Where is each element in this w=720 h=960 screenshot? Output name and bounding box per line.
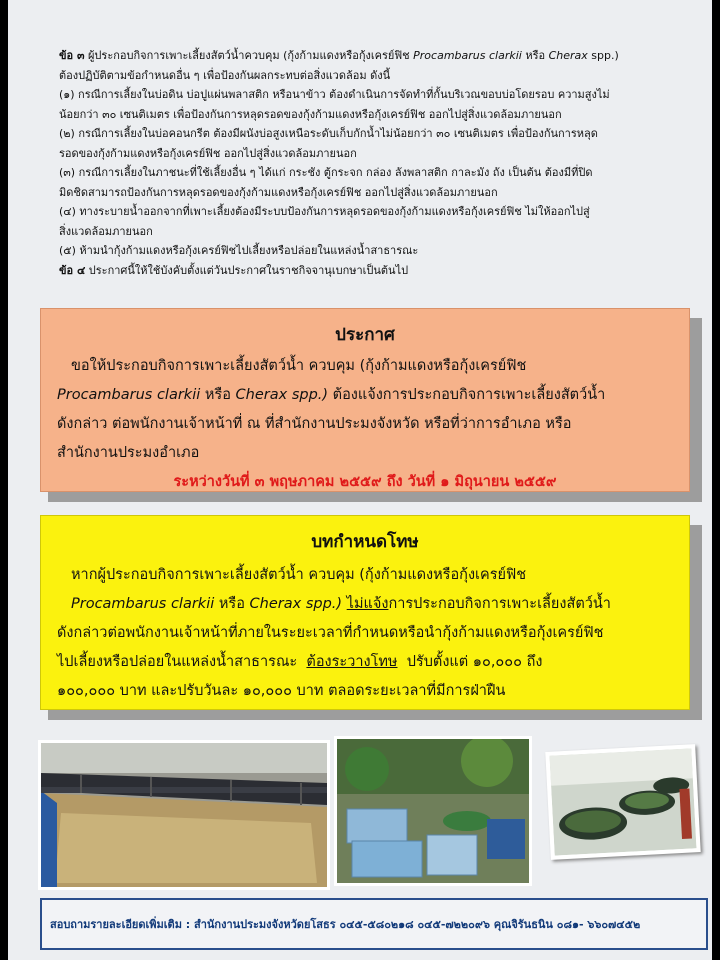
rules-section — [59, 46, 659, 280]
rule-3-spp: spp.) — [591, 49, 619, 62]
rule-4-text: ประกาศนี้ให้ใช้บังคับตั้งแต่วันประกาศในราชกิจจานุเบกษาเป็นต้นไป — [88, 263, 409, 277]
penalty-box — [40, 515, 690, 710]
photo-plastic-boxes — [334, 736, 532, 886]
announcement-title: ประกาศ — [335, 325, 395, 345]
announcement-body — [41, 352, 689, 497]
penalty-line2-rest: การประกอบกิจการเพาะเลี้ยงสัตว์น้ำ — [388, 596, 611, 612]
rule-3 — [59, 46, 659, 66]
item-1-line1: (๑) กรณีการเลี้ยงในบ่อดิน บ่อปูแผ่นพลาสติก หรือนาข้าว ต้องดำเนินการจัดทำที่กั้นบริเวณขอบบ่อโดยรอบ ความสูงไม่ — [59, 88, 610, 101]
penalty-line4-a: ไปเลี้ยงหรือปล่อยในแหล่งน้ำสาธารณะ — [57, 654, 298, 670]
item-5: (๕) ห้ามนำกุ้งก้ามแดงหรือกุ้งเครย์ฟิชไปเลี้ยงหรือปล่อยในแหล่งน้ำสาธารณะ — [59, 244, 419, 257]
penalty-not-notify: ไม่แจ้ง — [346, 596, 389, 612]
contact-footer — [40, 898, 708, 950]
penalty-line1: หากผู้ประกอบกิจการเพาะเลี้ยงสัตว์น้ำ ควบคุม (กุ้งก้ามแดงหรือกุ้งเครย์ฟิช — [71, 567, 527, 583]
plastic-boxes-image — [337, 739, 529, 883]
announcement-sci1: Procambarus clarkii — [57, 387, 201, 403]
photo-round-tanks — [545, 744, 700, 860]
photo-concrete-ponds — [38, 740, 330, 890]
rule-3-sci2: Cherax — [548, 49, 588, 62]
round-tanks-image — [549, 748, 696, 855]
announcement-line2-rest: ต้องแจ้งการประกอบกิจการเพาะเลี้ยงสัตว์น้ำ — [332, 387, 606, 403]
announcement-line4: สำนักงานประมงอำเภอ — [57, 445, 200, 461]
penalty-line3: ดังกล่าวต่อพนักงานเจ้าหน้าที่ภายในระยะเวลาที่กำหนดหรือนำกุ้งก้ามแดงหรือกุ้งเครย์ฟิช — [57, 625, 604, 641]
announcement-line2 — [57, 381, 673, 410]
rule-3-text: ผู้ประกอบกิจการเพาะเลี้ยงสัตว์น้ำควบคุม (กุ้งก้ามแดงหรือกุ้งเครย์ฟิช — [87, 49, 410, 62]
rule-4 — [59, 261, 659, 281]
penalty-sci1: Procambarus clarkii — [71, 596, 215, 612]
item-3-line2: มิดชิดสามารถป้องกันการหลุดรอดของกุ้งก้ามแดงหรือกุ้งเครย์ฟิช ออกไปสู่สิ่งแวดล้อมภายนอก — [59, 185, 498, 199]
announcement-box — [40, 308, 690, 492]
notice-page — [8, 0, 712, 960]
item-4-line1: (๔) ทางระบายน้ำออกจากที่เพาะเลี้ยงต้องมีระบบป้องกันการหลุดรอดของกุ้งก้ามแดงหรือกุ้งเครย์ฟิช ไม่ให้ออกไปสู่ — [59, 205, 590, 218]
penalty-line4-c: ปรับตั้งแต่ ๑๐,๐๐๐ ถึง — [406, 654, 543, 670]
penalty-must-punish: ต้องระวางโทษ — [306, 654, 398, 670]
penalty-title: บทกำหนดโทษ — [311, 532, 419, 552]
item-2-line1: (๒) กรณีการเลี้ยงในบ่อคอนกรีต ต้องมีผนังบ่อสูงเหนือระดับเก็บกักน้ำไม่น้อยกว่า ๓๐ เซนติเมตร เพื่อป้องกันการหลุด — [59, 127, 598, 140]
announcement-period: ระหว่างวันที่ ๓ พฤษภาคม ๒๕๕๙ ถึง วันที่ ๑ มิถุนายน ๒๕๕๙ — [173, 474, 557, 490]
announcement-line3: ดังกล่าว ต่อพนักงานเจ้าหน้าที่ ณ ที่สำนักงานประมงจังหวัด หรือที่ว่าการอำเภอ หรือ — [57, 416, 572, 432]
contact-text: สอบถามรายละเอียดเพิ่มเติม : สำนักงานประมงจังหวัดยโสธร ๐๔๕-๕๘๐๒๑๘ ๐๔๕-๗๒๒๐๙๖ คุณจิรันธนิน ๐๘๑- ๖๖๐๗๔๕๒ — [50, 918, 641, 931]
penalty-line5: ๑๐๐,๐๐๐ บาท และปรับวันละ ๑๐,๐๐๐ บาท ตลอดระยะเวลาที่มีการฝ่าฝืน — [57, 683, 506, 699]
rule-3-sci1: Procambarus clarkii — [413, 49, 522, 62]
rule-3-line2: ต้องปฏิบัติตามข้อกำหนดอื่น ๆ เพื่อป้องกันผลกระทบต่อสิ่งแวดล้อม ดังนี้ — [59, 68, 391, 82]
announcement-or: หรือ — [204, 387, 231, 403]
item-2-line2: รอดของกุ้งก้ามแดงหรือกุ้งเครย์ฟิช ออกไปสู่สิ่งแวดล้อมภายนอก — [59, 146, 357, 160]
penalty-sci2: Cherax spp.) — [249, 596, 343, 612]
rule-4-label: ข้อ ๔ — [59, 263, 86, 277]
item-4-line2: สิ่งแวดล้อมภายนอก — [59, 224, 153, 238]
rule-3-label: ข้อ ๓ — [59, 49, 85, 62]
penalty-body — [41, 561, 689, 706]
penalty-or: หรือ — [218, 596, 245, 612]
announcement-line1: ขอให้ประกอบกิจการเพาะเลี้ยงสัตว์น้ำ ควบคุม (กุ้งก้ามแดงหรือกุ้งเครย์ฟิช — [71, 358, 527, 374]
item-3-line1: (๓) กรณีการเลี้ยงในภาชนะที่ใช้เลี้ยงอื่น ๆ ได้แก่ กระชัง ตู้กระจก กล่อง ลังพลาสติก กาละมัง ถัง เป็นต้น ต้องมีที่ปิด — [59, 166, 593, 179]
penalty-line2 — [57, 590, 673, 619]
concrete-ponds-image — [41, 743, 327, 887]
announcement-sci2: Cherax spp.) — [235, 387, 329, 403]
rule-3-or: หรือ — [525, 49, 546, 62]
penalty-line4 — [57, 648, 673, 677]
item-1-line2: น้อยกว่า ๓๐ เซนติเมตร เพื่อป้องกันการหลุดรอดของกุ้งก้ามแดงหรือกุ้งเครย์ฟิช ออกไปสู่สิ่งแวดล้อมภายนอก — [59, 107, 562, 121]
